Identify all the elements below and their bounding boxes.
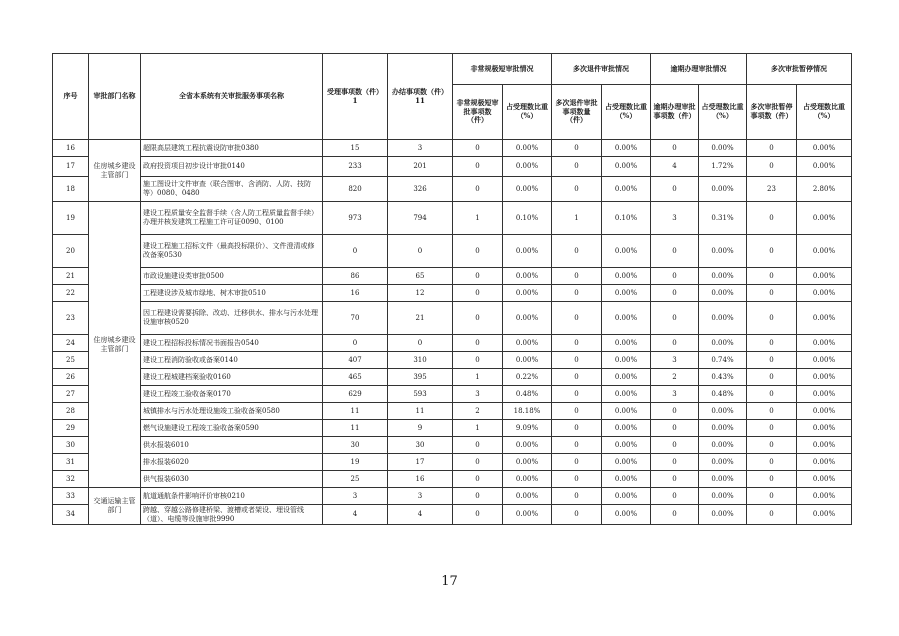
cell-p3: 0.00% (699, 285, 747, 302)
cell-p1: 0.00% (503, 302, 552, 335)
cell-c4: 0 (747, 302, 797, 335)
cell-c1: 1 (453, 369, 503, 386)
cell-accept: 86 (323, 268, 388, 285)
cell-no: 34 (53, 505, 89, 525)
cell-accept: 15 (323, 140, 388, 157)
cell-name: 建设工程消防验收或备案0140 (141, 352, 323, 369)
cell-p4: 0.00% (797, 235, 852, 268)
cell-p1: 0.00% (503, 352, 552, 369)
cell-no: 22 (53, 285, 89, 302)
cell-p1: 0.00% (503, 177, 552, 202)
cell-p4: 0.00% (797, 335, 852, 352)
cell-p2: 0.00% (602, 335, 651, 352)
header-sub: 占受理数比重（%） (699, 85, 747, 140)
cell-no: 18 (53, 177, 89, 202)
cell-p2: 0.00% (602, 268, 651, 285)
cell-p4: 0.00% (797, 386, 852, 403)
cell-done: 593 (388, 386, 453, 403)
cell-c3: 0 (651, 302, 699, 335)
cell-c3: 2 (651, 369, 699, 386)
cell-done: 17 (388, 454, 453, 471)
cell-c1: 0 (453, 437, 503, 454)
cell-c1: 0 (453, 157, 503, 177)
cell-done: 65 (388, 268, 453, 285)
dept-cell: 住房城乡建设主管部门 (89, 140, 141, 202)
cell-no: 23 (53, 302, 89, 335)
table-row (53, 352, 852, 369)
cell-no: 25 (53, 352, 89, 369)
cell-name: 建设工程招标投标情况书面报告0540 (141, 335, 323, 352)
cell-accept: 70 (323, 302, 388, 335)
cell-p4: 0.00% (797, 302, 852, 335)
cell-name: 建设工程质量安全监督手续（含人防工程质量监督手续）办理并核发建筑工程施工许可证0090、0100 (141, 202, 323, 235)
cell-name: 跨越、穿越公路修建桥梁、渡槽或者架设、埋设管线（道）、电缆等设施审批9990 (141, 505, 323, 525)
cell-c3: 4 (651, 157, 699, 177)
header-done: 办结事项数（件）11 (388, 54, 453, 140)
cell-no: 19 (53, 202, 89, 235)
cell-c3: 0 (651, 177, 699, 202)
cell-name: 建设工程施工招标文件（最高投标限价）、文件澄清或修改备案0530 (141, 235, 323, 268)
cell-p4: 0.00% (797, 140, 852, 157)
cell-p1: 0.00% (503, 471, 552, 488)
table-header (53, 54, 852, 140)
cell-p2: 0.00% (602, 386, 651, 403)
cell-p3: 0.43% (699, 369, 747, 386)
cell-p4: 0.00% (797, 420, 852, 437)
cell-no: 26 (53, 369, 89, 386)
cell-c1: 1 (453, 202, 503, 235)
cell-c4: 0 (747, 505, 797, 525)
cell-p4: 0.00% (797, 454, 852, 471)
cell-name: 供水报装6010 (141, 437, 323, 454)
approval-stats-table (52, 53, 852, 525)
cell-c1: 2 (453, 403, 503, 420)
cell-p1: 9.09% (503, 420, 552, 437)
cell-c2: 0 (552, 420, 602, 437)
cell-p3: 1.72% (699, 157, 747, 177)
cell-c2: 0 (552, 386, 602, 403)
cell-p2: 0.00% (602, 420, 651, 437)
cell-name: 因工程建设需要拆除、改动、迁移供水、排水与污水处理设施审核0520 (141, 302, 323, 335)
cell-done: 4 (388, 505, 453, 525)
cell-c1: 0 (453, 352, 503, 369)
cell-c1: 0 (453, 177, 503, 202)
cell-c3: 3 (651, 352, 699, 369)
cell-done: 3 (388, 140, 453, 157)
cell-c2: 0 (552, 437, 602, 454)
cell-done: 0 (388, 235, 453, 268)
cell-p4: 0.00% (797, 202, 852, 235)
cell-c3: 0 (651, 437, 699, 454)
cell-p3: 0.00% (699, 488, 747, 505)
table-row (53, 177, 852, 202)
cell-p3: 0.48% (699, 386, 747, 403)
cell-c4: 0 (747, 268, 797, 285)
table-row (53, 202, 852, 235)
cell-p3: 0.00% (699, 235, 747, 268)
cell-c4: 0 (747, 140, 797, 157)
header-group-pause: 多次审批暂停情况 (747, 54, 852, 85)
cell-c3: 0 (651, 235, 699, 268)
cell-p3: 0.31% (699, 202, 747, 235)
header-sub: 占受理数比重（%） (797, 85, 852, 140)
cell-c4: 0 (747, 403, 797, 420)
cell-p2: 0.00% (602, 157, 651, 177)
cell-c3: 0 (651, 285, 699, 302)
cell-c1: 1 (453, 420, 503, 437)
cell-done: 12 (388, 285, 453, 302)
cell-done: 30 (388, 437, 453, 454)
cell-p3: 0.00% (699, 471, 747, 488)
header-group-short: 非常规极短审批情况 (453, 54, 552, 85)
cell-c4: 0 (747, 471, 797, 488)
cell-no: 28 (53, 403, 89, 420)
cell-p1: 0.00% (503, 335, 552, 352)
cell-name: 航道通航条件影响评价审核0210 (141, 488, 323, 505)
header-sub: 占受理数比重（%） (503, 85, 552, 140)
cell-name: 建设工程城建档案验收0160 (141, 369, 323, 386)
cell-c2: 0 (552, 369, 602, 386)
cell-no: 21 (53, 268, 89, 285)
cell-done: 310 (388, 352, 453, 369)
cell-c3: 0 (651, 488, 699, 505)
cell-c2: 0 (552, 505, 602, 525)
cell-no: 27 (53, 386, 89, 403)
table-row (53, 471, 852, 488)
table-row (53, 235, 852, 268)
cell-c4: 0 (747, 369, 797, 386)
cell-p4: 0.00% (797, 403, 852, 420)
cell-done: 9 (388, 420, 453, 437)
table-row (53, 140, 852, 157)
cell-p1: 0.22% (503, 369, 552, 386)
header-group-overdue: 逾期办理审批情况 (651, 54, 747, 85)
cell-p2: 0.00% (602, 369, 651, 386)
cell-c2: 0 (552, 454, 602, 471)
cell-p1: 0.00% (503, 235, 552, 268)
cell-name: 超限高层建筑工程抗震设防审批0380 (141, 140, 323, 157)
table-body (53, 140, 852, 525)
cell-p1: 0.00% (503, 505, 552, 525)
header-accept: 受理事项数（件）1 (323, 54, 388, 140)
cell-c1: 0 (453, 285, 503, 302)
header-sub: 占受理数比重（%） (602, 85, 651, 140)
table-row (53, 268, 852, 285)
cell-c3: 0 (651, 403, 699, 420)
cell-accept: 3 (323, 488, 388, 505)
header-sub: 逾期办理审批事项数（件） (651, 85, 699, 140)
table-row (53, 335, 852, 352)
cell-accept: 11 (323, 403, 388, 420)
cell-p2: 0.00% (602, 454, 651, 471)
table-row (53, 386, 852, 403)
cell-c3: 0 (651, 454, 699, 471)
cell-p4: 0.00% (797, 369, 852, 386)
cell-accept: 465 (323, 369, 388, 386)
cell-p3: 0.00% (699, 268, 747, 285)
cell-c4: 0 (747, 157, 797, 177)
cell-name: 排水报装6020 (141, 454, 323, 471)
cell-c3: 0 (651, 268, 699, 285)
cell-c2: 0 (552, 302, 602, 335)
cell-name: 政府投资项目初步设计审批0140 (141, 157, 323, 177)
table-row (53, 437, 852, 454)
cell-name: 建设工程竣工验收备案0170 (141, 386, 323, 403)
cell-c3: 0 (651, 140, 699, 157)
cell-accept: 16 (323, 285, 388, 302)
cell-accept: 407 (323, 352, 388, 369)
dept-cell: 交通运输主管部门 (89, 488, 141, 525)
cell-c1: 0 (453, 140, 503, 157)
header-no: 序号 (53, 54, 89, 140)
cell-no: 16 (53, 140, 89, 157)
header-sub: 非常规极短审批事项数（件） (453, 85, 503, 140)
cell-done: 201 (388, 157, 453, 177)
cell-p3: 0.00% (699, 140, 747, 157)
cell-c2: 0 (552, 285, 602, 302)
cell-done: 395 (388, 369, 453, 386)
cell-name: 市政设施建设类审批0500 (141, 268, 323, 285)
cell-c3: 0 (651, 420, 699, 437)
cell-p2: 0.00% (602, 403, 651, 420)
cell-c3: 0 (651, 505, 699, 525)
cell-c3: 0 (651, 335, 699, 352)
header-group-return: 多次退件审批情况 (552, 54, 651, 85)
cell-done: 3 (388, 488, 453, 505)
cell-c4: 0 (747, 285, 797, 302)
cell-p4: 0.00% (797, 268, 852, 285)
cell-no: 17 (53, 157, 89, 177)
cell-accept: 0 (323, 335, 388, 352)
cell-done: 21 (388, 302, 453, 335)
dept-cell: 住房城乡建设主管部门 (89, 202, 141, 488)
cell-p3: 0.00% (699, 335, 747, 352)
cell-p3: 0.00% (699, 437, 747, 454)
cell-p1: 0.00% (503, 454, 552, 471)
cell-p4: 0.00% (797, 285, 852, 302)
cell-c2: 0 (552, 268, 602, 285)
cell-p4: 0.00% (797, 505, 852, 525)
cell-p4: 0.00% (797, 352, 852, 369)
cell-p3: 0.00% (699, 505, 747, 525)
cell-p3: 0.00% (699, 403, 747, 420)
cell-c4: 0 (747, 335, 797, 352)
cell-p1: 0.00% (503, 437, 552, 454)
cell-p2: 0.00% (602, 140, 651, 157)
cell-c1: 0 (453, 488, 503, 505)
cell-p4: 0.00% (797, 157, 852, 177)
table-row (53, 420, 852, 437)
cell-p1: 0.10% (503, 202, 552, 235)
cell-name: 施工图设计文件审查（联合图审、含消防、人防、技防等）0080、0480 (141, 177, 323, 202)
table-row (53, 157, 852, 177)
cell-name: 城镇排水与污水处理设施竣工验收备案0580 (141, 403, 323, 420)
cell-p4: 0.00% (797, 437, 852, 454)
cell-c2: 0 (552, 352, 602, 369)
cell-name: 供气报装6030 (141, 471, 323, 488)
cell-done: 11 (388, 403, 453, 420)
cell-p1: 0.48% (503, 386, 552, 403)
cell-no: 29 (53, 420, 89, 437)
cell-p2: 0.00% (602, 488, 651, 505)
cell-accept: 25 (323, 471, 388, 488)
cell-p1: 0.00% (503, 488, 552, 505)
cell-c1: 0 (453, 268, 503, 285)
cell-accept: 19 (323, 454, 388, 471)
cell-c4: 0 (747, 454, 797, 471)
cell-c4: 0 (747, 420, 797, 437)
cell-name: 工程建设涉及城市绿地、树木审批0510 (141, 285, 323, 302)
table-row (53, 285, 852, 302)
cell-p2: 0.00% (602, 471, 651, 488)
table-row (53, 403, 852, 420)
cell-p2: 0.00% (602, 352, 651, 369)
cell-c2: 0 (552, 471, 602, 488)
cell-p2: 0.00% (602, 235, 651, 268)
cell-no: 30 (53, 437, 89, 454)
cell-no: 24 (53, 335, 89, 352)
cell-p1: 0.00% (503, 157, 552, 177)
cell-accept: 11 (323, 420, 388, 437)
cell-p2: 0.00% (602, 437, 651, 454)
cell-c1: 0 (453, 454, 503, 471)
cell-p2: 0.00% (602, 505, 651, 525)
cell-p1: 0.00% (503, 285, 552, 302)
cell-p3: 0.00% (699, 177, 747, 202)
cell-c1: 3 (453, 386, 503, 403)
cell-c4: 0 (747, 202, 797, 235)
cell-c3: 3 (651, 202, 699, 235)
table-row (53, 302, 852, 335)
cell-c2: 0 (552, 235, 602, 268)
cell-c4: 0 (747, 386, 797, 403)
cell-c1: 0 (453, 235, 503, 268)
table-row (53, 505, 852, 525)
cell-done: 16 (388, 471, 453, 488)
cell-c2: 0 (552, 140, 602, 157)
cell-c2: 0 (552, 157, 602, 177)
cell-p1: 0.00% (503, 140, 552, 157)
cell-no: 31 (53, 454, 89, 471)
cell-c3: 0 (651, 471, 699, 488)
cell-p1: 18.18% (503, 403, 552, 420)
cell-p3: 0.00% (699, 302, 747, 335)
cell-p3: 0.74% (699, 352, 747, 369)
cell-c2: 1 (552, 202, 602, 235)
cell-no: 32 (53, 471, 89, 488)
cell-no: 33 (53, 488, 89, 505)
cell-accept: 30 (323, 437, 388, 454)
table-row (53, 369, 852, 386)
cell-accept: 4 (323, 505, 388, 525)
cell-c1: 0 (453, 471, 503, 488)
cell-accept: 629 (323, 386, 388, 403)
header-item: 全省本系统有关审批服务事项名称 (141, 54, 323, 140)
cell-c1: 0 (453, 302, 503, 335)
header-sub: 多次审批暂停事项数（件） (747, 85, 797, 140)
cell-accept: 820 (323, 177, 388, 202)
cell-p3: 0.00% (699, 454, 747, 471)
cell-accept: 973 (323, 202, 388, 235)
cell-c1: 0 (453, 505, 503, 525)
cell-accept: 0 (323, 235, 388, 268)
cell-c3: 3 (651, 386, 699, 403)
cell-p4: 0.00% (797, 488, 852, 505)
cell-c4: 0 (747, 488, 797, 505)
cell-c2: 0 (552, 488, 602, 505)
cell-p1: 0.00% (503, 268, 552, 285)
cell-c2: 0 (552, 403, 602, 420)
cell-p2: 0.00% (602, 285, 651, 302)
cell-p4: 0.00% (797, 471, 852, 488)
cell-done: 326 (388, 177, 453, 202)
table-row (53, 454, 852, 471)
header-sub: 多次退件审批事项数量（件） (552, 85, 602, 140)
cell-c4: 0 (747, 437, 797, 454)
cell-c4: 23 (747, 177, 797, 202)
cell-p2: 0.00% (602, 302, 651, 335)
header-dept: 审批部门名称 (89, 54, 141, 140)
cell-c1: 0 (453, 335, 503, 352)
cell-accept: 233 (323, 157, 388, 177)
cell-p2: 0.00% (602, 177, 651, 202)
cell-c2: 0 (552, 335, 602, 352)
cell-c4: 0 (747, 235, 797, 268)
page-number: 17 (441, 574, 458, 589)
table-row (53, 488, 852, 505)
cell-no: 20 (53, 235, 89, 268)
cell-done: 0 (388, 335, 453, 352)
cell-p2: 0.10% (602, 202, 651, 235)
cell-done: 794 (388, 202, 453, 235)
cell-p3: 0.00% (699, 420, 747, 437)
cell-p4: 2.80% (797, 177, 852, 202)
cell-c4: 0 (747, 352, 797, 369)
cell-name: 燃气设施建设工程竣工验收备案0590 (141, 420, 323, 437)
cell-c2: 0 (552, 177, 602, 202)
